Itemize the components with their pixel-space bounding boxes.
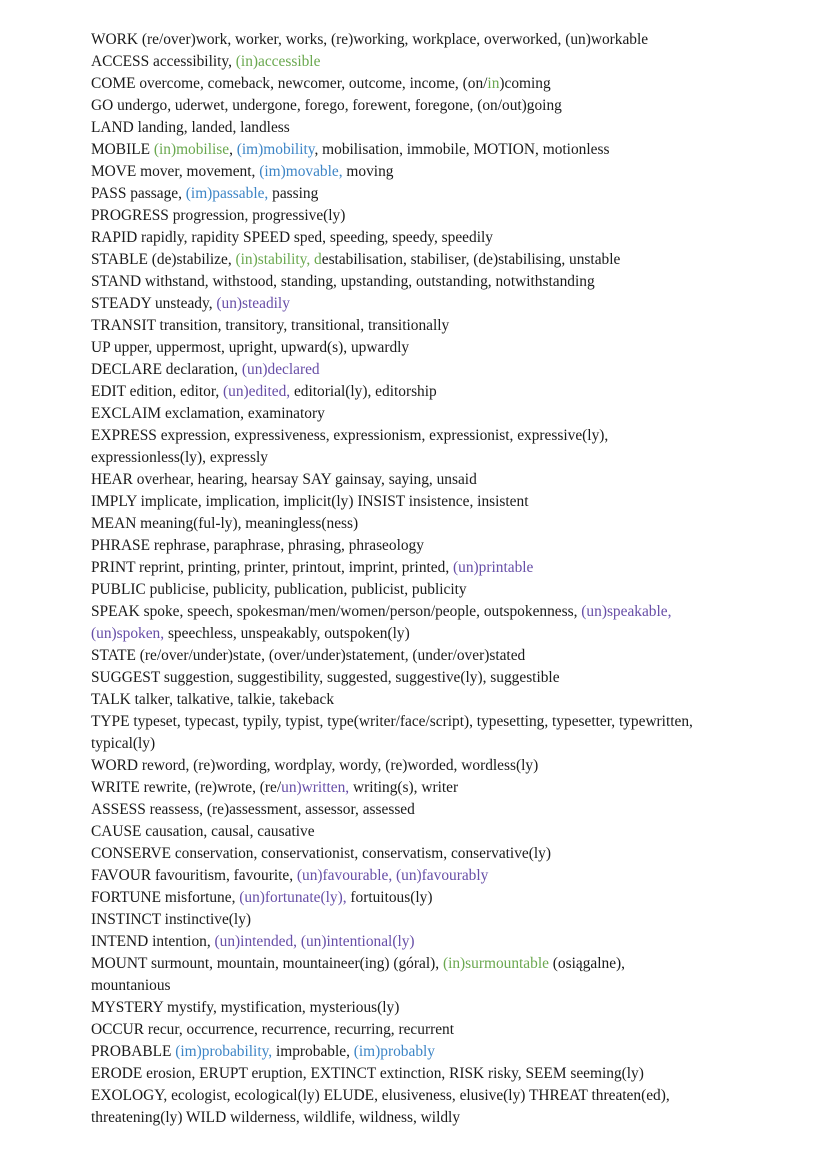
highlighted-form: (un)intended, (un)intentional(ly) (214, 933, 415, 950)
word-entry-line (91, 73, 788, 95)
word-entry-line (91, 51, 788, 73)
highlighted-form: un)written, (281, 779, 350, 796)
entry-text: WORK (re/over)work, worker, works, (re)working, workplace, overworked, (un)workable (91, 31, 649, 48)
entry-text: MOVE mover, movement, (91, 163, 260, 180)
highlighted-form: (in)accessible (235, 53, 321, 70)
entry-text: TALK talker, talkative, talkie, takeback (91, 691, 335, 708)
word-entry-line (91, 975, 788, 997)
entry-text: , mobilisation, immobile, MOTION, motionless (314, 141, 610, 158)
word-entry-line (91, 513, 788, 535)
word-entry-line (91, 183, 788, 205)
highlighted-form: (un)printable (453, 559, 534, 576)
word-entry-line (91, 623, 788, 645)
entry-text: CONSERVE conservation, conservationist, conservatism, conservative(ly) (91, 845, 551, 862)
entry-text: LAND landing, landed, landless (91, 119, 290, 136)
entry-text: INTEND intention, (91, 933, 215, 950)
word-entry-line (91, 777, 788, 799)
word-entry-line (91, 843, 788, 865)
word-entry-line (91, 359, 788, 381)
entry-text: SPEAK spoke, speech, spokesman/men/women/person/people, outspokenness, (91, 603, 582, 620)
entry-text: MOUNT surmount, mountain, mountaineer(ing) (góral), (91, 955, 443, 972)
word-entry-line (91, 29, 788, 51)
entry-text: DECLARE declaration, (91, 361, 242, 378)
word-entry-line (91, 337, 788, 359)
word-entry-line (91, 733, 788, 755)
word-entry-line (91, 1107, 788, 1129)
word-entry-line (91, 161, 788, 183)
entry-text: INSTINCT instinctive(ly) (91, 911, 252, 928)
highlighted-form: in (487, 75, 500, 92)
word-entry-line (91, 1063, 788, 1085)
entry-text: moving (342, 163, 394, 180)
word-entry-line (91, 1019, 788, 1041)
highlighted-form: (un)spoken, (91, 625, 165, 642)
entry-text: PROGRESS progression, progressive(ly) (91, 207, 346, 224)
word-entry-line (91, 799, 788, 821)
entry-text: MEAN meaning(ful-ly), meaningless(ness) (91, 515, 359, 532)
word-entry-line (91, 315, 788, 337)
entry-text: MYSTERY mystify, mystification, mysterious(ly) (91, 999, 400, 1016)
word-entry-line (91, 403, 788, 425)
highlighted-form: (un)speakable, (581, 603, 672, 620)
entry-text: MOBILE (91, 141, 154, 158)
word-entry-line (91, 117, 788, 139)
highlighted-form: (un)steadily (216, 295, 290, 312)
entry-text: expressionless(ly), expressly (91, 449, 268, 466)
highlighted-form: (un)edited, (223, 383, 291, 400)
entry-text: ACCESS accessibility, (91, 53, 236, 70)
entry-text: TYPE typeset, typecast, typily, typist, type(writer/face/script), typesetting, typesetter, typewritten, (91, 713, 693, 730)
entry-text: EXPRESS expression, expressiveness, expressionism, expressionist, expressive(ly), (91, 427, 609, 444)
word-entry-line (91, 249, 788, 271)
highlighted-form: (im)probably (353, 1043, 435, 1060)
word-entry-line (91, 381, 788, 403)
word-entry-line (91, 1085, 788, 1107)
entry-text: FORTUNE misfortune, (91, 889, 240, 906)
entry-text: PRINT reprint, printing, printer, printout, imprint, printed, (91, 559, 454, 576)
entry-text: ASSESS reassess, (re)assessment, assessor, assessed (91, 801, 415, 818)
entry-text: PROBABLE (91, 1043, 176, 1060)
word-entry-line (91, 139, 788, 161)
entry-text: STATE (re/over/under)state, (over/under)statement, (under/over)stated (91, 647, 526, 664)
word-entry-line (91, 447, 788, 469)
word-entry-line (91, 689, 788, 711)
word-entry-line (91, 931, 788, 953)
word-entry-line (91, 645, 788, 667)
highlighted-form: (un)favourable, (un)favourably (296, 867, 489, 884)
entry-text: STAND withstand, withstood, standing, upstanding, outstanding, notwithstanding (91, 273, 595, 290)
word-formation-list (91, 29, 788, 1129)
entry-text: typical(ly) (91, 735, 156, 752)
entry-text: WORD reword, (re)wording, wordplay, wordy, (re)worded, wordless(ly) (91, 757, 539, 774)
entry-text: ERODE erosion, ERUPT eruption, EXTINCT extinction, RISK risky, SEEM seeming(ly) (91, 1065, 644, 1082)
word-entry-line (91, 227, 788, 249)
highlighted-form: (im)movable, (259, 163, 343, 180)
word-entry-line (91, 909, 788, 931)
entry-text: EXCLAIM exclamation, examinatory (91, 405, 325, 422)
word-entry-line (91, 821, 788, 843)
entry-text: COME overcome, comeback, newcomer, outcome, income, (on/ (91, 75, 488, 92)
word-entry-line (91, 667, 788, 689)
word-entry-line (91, 293, 788, 315)
entry-text: SUGGEST suggestion, suggestibility, suggested, suggestive(ly), suggestible (91, 669, 560, 686)
highlighted-form: (in)surmountable (442, 955, 549, 972)
entry-text: (osiągalne), (548, 955, 626, 972)
word-entry-line (91, 997, 788, 1019)
entry-text: )coming (499, 75, 551, 92)
entry-text: PUBLIC publicise, publicity, publication, publicist, publicity (91, 581, 467, 598)
word-entry-line (91, 271, 788, 293)
entry-text: STEADY unsteady, (91, 295, 217, 312)
word-entry-line (91, 887, 788, 909)
highlighted-form: (im)probability, (175, 1043, 273, 1060)
word-entry-line (91, 469, 788, 491)
entry-text: mountanious (91, 977, 171, 994)
entry-text: writing(s), writer (349, 779, 459, 796)
entry-text: improbable, (272, 1043, 354, 1060)
entry-text: threatening(ly) WILD wilderness, wildlife, wildness, wildly (91, 1109, 461, 1126)
entry-text: estabilisation, stabiliser, (de)stabilising, unstable (321, 251, 621, 268)
highlighted-form: (in)mobilise (153, 141, 230, 158)
word-entry-line (91, 1041, 788, 1063)
highlighted-form: (un)fortunate(ly), (239, 889, 347, 906)
word-entry-line (91, 865, 788, 887)
entry-text: passing (268, 185, 319, 202)
word-entry-line (91, 755, 788, 777)
word-entry-line (91, 535, 788, 557)
entry-text: TRANSIT transition, transitory, transitional, transitionally (91, 317, 450, 334)
word-entry-line (91, 205, 788, 227)
word-entry-line (91, 953, 788, 975)
entry-text: EDIT edition, editor, (91, 383, 224, 400)
word-entry-line (91, 601, 788, 623)
entry-text: PHRASE rephrase, paraphrase, phrasing, phraseology (91, 537, 424, 554)
entry-text: RAPID rapidly, rapidity SPEED sped, speeding, speedy, speedily (91, 229, 493, 246)
entry-text: fortuitous(ly) (346, 889, 433, 906)
entry-text: OCCUR recur, occurrence, recurrence, recurring, recurrent (91, 1021, 454, 1038)
entry-text: , (229, 141, 237, 158)
word-entry-line (91, 491, 788, 513)
highlighted-form: (im)mobility (236, 141, 315, 158)
word-entry-line (91, 711, 788, 733)
entry-text: IMPLY implicate, implication, implicit(ly) INSIST insistence, insistent (91, 493, 529, 510)
word-entry-line (91, 557, 788, 579)
entry-text: UP upper, uppermost, upright, upward(s), upwardly (91, 339, 410, 356)
word-entry-line (91, 95, 788, 117)
entry-text: WRITE rewrite, (re)wrote, (re/ (91, 779, 282, 796)
entry-text: PASS passage, (91, 185, 186, 202)
highlighted-form: (im)passable, (185, 185, 269, 202)
entry-text: EXOLOGY, ecologist, ecological(ly) ELUDE, elusiveness, elusive(ly) THREAT threaten(ed), (91, 1087, 670, 1104)
entry-text: FAVOUR favouritism, favourite, (91, 867, 297, 884)
word-entry-line (91, 579, 788, 601)
highlighted-form: (un)declared (241, 361, 320, 378)
entry-text: STABLE (de)stabilize, (91, 251, 236, 268)
entry-text: CAUSE causation, causal, causative (91, 823, 315, 840)
entry-text: editorial(ly), editorship (290, 383, 437, 400)
entry-text: GO undergo, uderwet, undergone, forego, forewent, foregone, (on/out)going (91, 97, 562, 114)
entry-text: speechless, unspeakably, outspoken(ly) (164, 625, 410, 642)
entry-text: HEAR overhear, hearing, hearsay SAY gainsay, saying, unsaid (91, 471, 477, 488)
word-entry-line (91, 425, 788, 447)
highlighted-form: (in)stability, d (235, 251, 322, 268)
